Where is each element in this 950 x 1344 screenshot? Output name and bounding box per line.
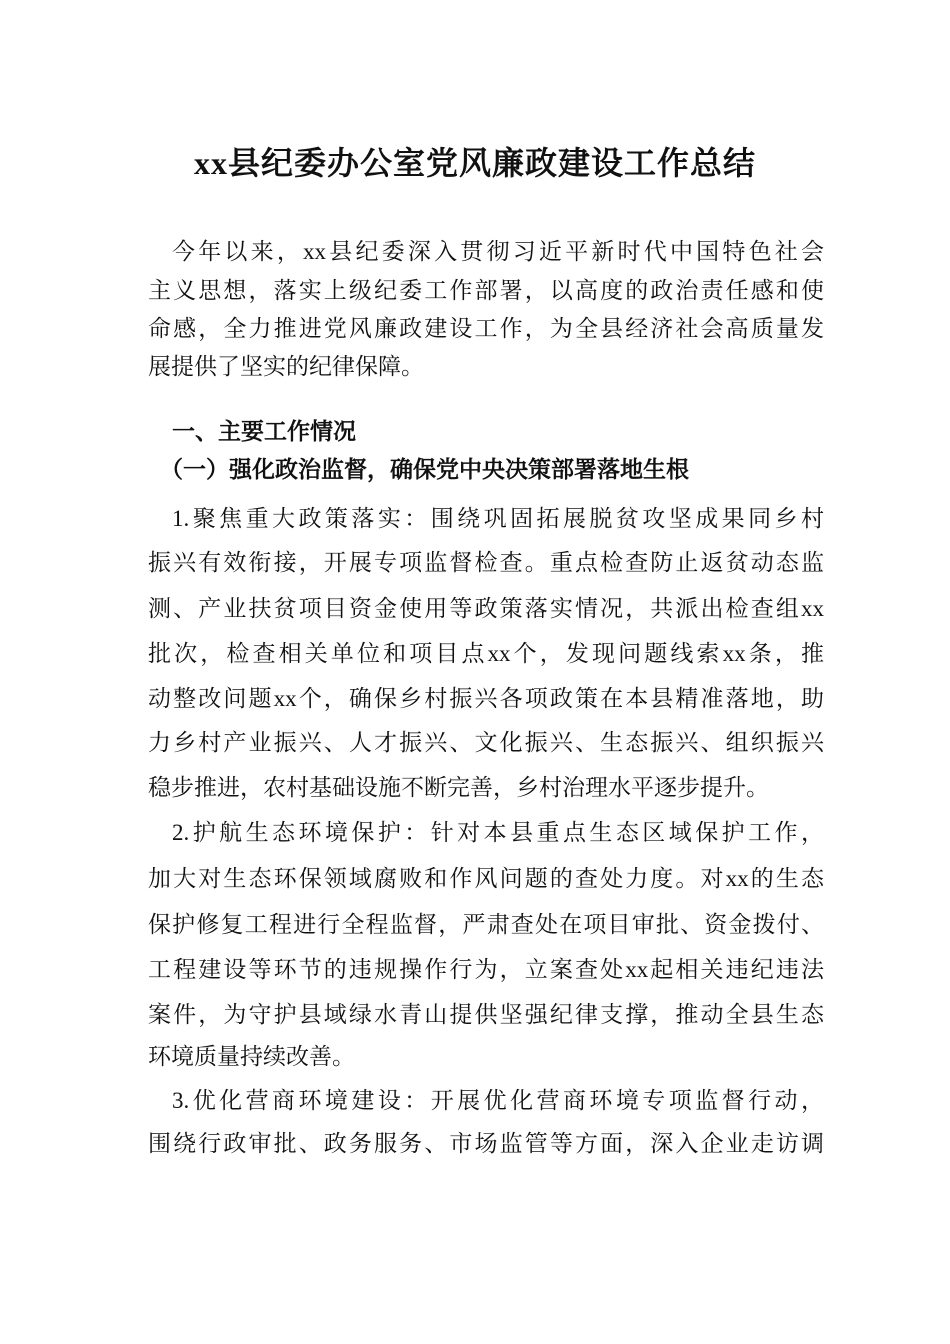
item2-line: 保护修复工程进行全程监督，严肃查处在项目审批、资金拨付、 — [148, 912, 824, 937]
intro-line: 主义思想，落实上级纪委工作部署，以高度的政治责任感和使 — [148, 278, 824, 303]
item2-line: 工程建设等环节的违规操作行为，立案查处xx起相关违纪违法 — [148, 957, 824, 982]
item1-line: 批次，检查相关单位和项目点xx个，发现问题线索xx条，推 — [148, 641, 824, 666]
item2-line: 2.护航生态环境保护：针对本县重点生态区域保护工作， — [172, 820, 824, 845]
item2-line: 案件，为守护县域绿水青山提供坚强纪律支撑，推动全县生态 — [148, 1002, 824, 1027]
item3-line: 围绕行政审批、政务服务、市场监管等方面，深入企业走访调 — [148, 1131, 824, 1156]
section-heading: 一、主要工作情况 — [172, 418, 356, 444]
intro-line: 命感，全力推进党风廉政建设工作，为全县经济社会高质量发 — [148, 316, 824, 341]
item2-line: 环境质量持续改善。 — [148, 1044, 355, 1069]
item1-line: 测、产业扶贫项目资金使用等政策落实情况，共派出检查组xx — [148, 596, 824, 621]
item1-line: 振兴有效衔接，开展专项监督检查。重点检查防止返贫动态监 — [148, 550, 824, 575]
item1-line: 稳步推进，农村基础设施不断完善，乡村治理水平逐步提升。 — [148, 775, 769, 800]
item3-line: 3.优化营商环境建设：开展优化营商环境专项监督行动， — [172, 1088, 824, 1113]
document-title: xx县纪委办公室党风廉政建设工作总结 — [193, 145, 756, 181]
item1-line: 1.聚焦重大政策落实：围绕巩固拓展脱贫攻坚成果同乡村 — [172, 506, 824, 531]
item2-line: 加大对生态环保领域腐败和作风问题的查处力度。对xx的生态 — [148, 866, 824, 891]
intro-line: 今年以来，xx县纪委深入贯彻习近平新时代中国特色社会 — [172, 239, 824, 264]
intro-line: 展提供了坚实的纪律保障。 — [148, 354, 424, 379]
item1-line: 力乡村产业振兴、人才振兴、文化振兴、生态振兴、组织振兴 — [148, 730, 824, 755]
subsection-heading: （一）强化政治监督，确保党中央决策部署落地生根 — [160, 457, 689, 482]
item1-line: 动整改问题xx个，确保乡村振兴各项政策在本县精准落地，助 — [148, 686, 824, 711]
